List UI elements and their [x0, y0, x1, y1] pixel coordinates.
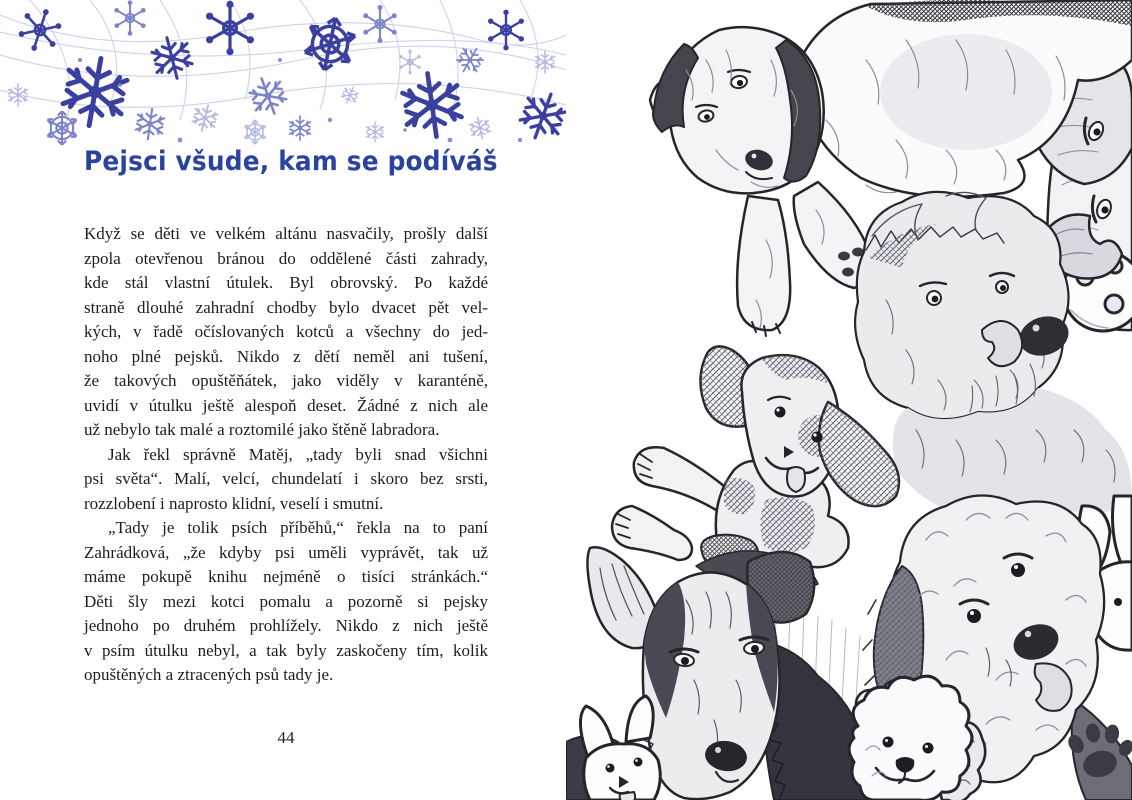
frost-web-lines: [0, 0, 566, 140]
text-line: Děti šly mezi kotci pomalu a pozorně si pejsky: [84, 591, 488, 611]
plush-puppy-toy: [612, 346, 899, 570]
right-page: [566, 0, 1132, 800]
text-line: Jak řekl správně Matěj, „tady byli snad všichni: [108, 444, 488, 464]
text-line: „Tady je tolik psích příběhů,“ řekla na to paní: [108, 518, 488, 537]
text-line: uvidí v útulku ještě alespoň deset. Žádné z nich ale: [84, 395, 488, 415]
text-line: v psím útulku nebyl, a tak byly zaskočeny tím, kolik: [84, 640, 488, 660]
text-line: opuštěných a ztracených psů tady je.: [84, 665, 334, 684]
snowflake-banner-decoration: [0, 0, 566, 152]
text-line: psi světa“. Malí, velcí, chundelatí i skoro bez srsti,: [84, 469, 488, 488]
body-text: [84, 222, 488, 688]
text-line: Když se děti ve velkém altánu nasvačily, prošly další: [84, 224, 488, 243]
text-line: straně dlouhé zahradní chodby bylo dvacet pět vel-: [84, 297, 488, 317]
page-number: 44: [277, 728, 295, 747]
text-line: jednoho po druhém prohlížely. Nikdo z nich ještě: [84, 616, 488, 635]
text-line: máme pokupě knihu nejméně o tisíci stránkách.“: [84, 567, 488, 586]
text-line: Zahrádková, „že kdyby psi uměli vyprávět, tak už: [84, 542, 488, 562]
text-line: kde stál vlastní útulek. Byl obrovský. Po každé: [84, 273, 488, 292]
text-line: rozzlobení i naprosto klidní, veselí i smutní.: [84, 493, 384, 513]
text-line: noho plné pejsků. Nikdo z dětí neměl ani tušení,: [84, 346, 488, 366]
text-line: kých, v řadě očíslovaných kotců a všechny do jed-: [84, 322, 488, 341]
text-line: že takových opuštěňátek, jako viděly v karanténě,: [84, 371, 488, 390]
dogs-illustration: [566, 0, 1132, 800]
chapter-title: Pejsci všude, kam se podíváš: [84, 146, 498, 177]
text-line: už nebylo tak malé a roztomilé jako štěně labradora.: [84, 420, 440, 439]
text-line: zpola otevřenou bránou do oddělené části zahrady,: [84, 248, 488, 268]
snowflakes: [9, 0, 567, 144]
chihuahua-puppy-cartoon: [580, 696, 660, 800]
